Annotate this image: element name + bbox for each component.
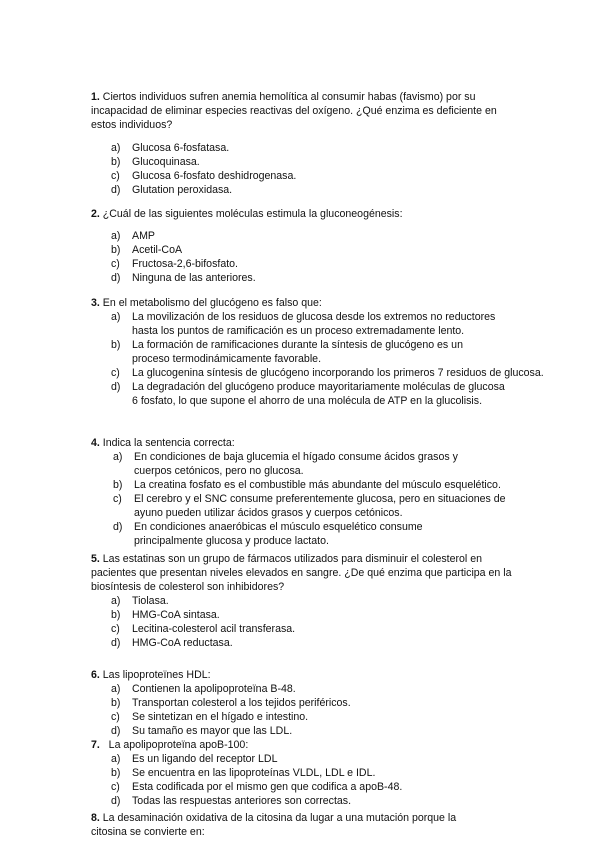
option-1b: b) Glucoquinasa. [111, 156, 200, 168]
option-4b: b) La creatina fosfato es el combustible más abundante del músculo esquelético. [113, 479, 501, 491]
option-5c: c) Lecitina-colesterol acil transferasa. [111, 623, 296, 635]
option-3a: a) La movilización de los residuos de glucosa desde los extremos no reductores hasta los puntos de ramificación es un proceso extremadamente lento. [111, 311, 496, 337]
option-7a: a) Es un ligando del receptor LDL [111, 753, 278, 765]
option-7b: b) Se encuentra en las lipoproteínas VLDL, LDL e IDL. [111, 767, 376, 779]
question-6 [91, 668, 521, 738]
option-3c: c) La glucogenina síntesis de glucógeno incorporando los primeros 7 residuos de glucosa. [111, 367, 544, 379]
question-3-text: 3. En el metabolismo del glucógeno es falso que: [91, 297, 322, 309]
question-4-text: 4. Indica la sentencia correcta: [91, 437, 235, 449]
option-4c: c) El cerebro y el SNC consume preferentemente glucosa, pero en situaciones de ayuno pueden utilizar ácidos grasos y cuerpos cetónicos. [113, 493, 506, 519]
question-4 [91, 436, 551, 548]
question-number: 7. [91, 739, 100, 751]
option-6c: c) Se sintetizan en el hígado e intestino. [111, 711, 309, 723]
option-1c: c) Glucosa 6-fosfato deshidrogenasa. [111, 170, 297, 182]
option-7d: d) Todas las respuestas anteriores son correctas. [111, 795, 352, 807]
question-number: 4. [91, 437, 100, 449]
question-3 [91, 296, 571, 408]
option-6a: a) Contienen la apolipoproteïna B-48. [111, 683, 296, 695]
question-6-text: 6. Las lipoproteïnes HDL: [91, 669, 211, 681]
question-1 [91, 90, 521, 197]
question-number: 3. [91, 297, 100, 309]
option-7c: c) Esta codificada por el mismo gen que codifica a apoB-48. [111, 781, 403, 793]
option-6b: b) Transportan colesterol a los tejidos periféricos. [111, 697, 351, 709]
option-2c: c) Fructosa-2,6-bifosfato. [111, 258, 238, 270]
option-6d: d) Su tamaño es mayor que las LDL. [111, 725, 293, 737]
option-4d: d) En condiciones anaeróbicas el músculo esquelético consume principalmente glucosa y produce lactato. [113, 521, 423, 547]
option-3d: d) La degradación del glucógeno produce mayoritariamente moléculas de glucosa 6 fosfato, lo que supone el ahorro de una molécula de ATP en la glucolisis. [111, 381, 505, 407]
question-8-text: 8. La desaminación oxidativa de la citosina da lugar a una mutación porque la citosina se convierte en: [91, 812, 457, 838]
option-5a: a) Tiolasa. [111, 595, 169, 607]
option-5d: d) HMG-CoA reductasa. [111, 637, 233, 649]
option-2d: d) Ninguna de las anteriores. [111, 272, 256, 284]
option-3b: b) La formación de ramificaciones durante la síntesis de glucógeno es un proceso termodinámicamente favorable. [111, 339, 463, 365]
question-2-text: 2. ¿Cuál de las siguientes moléculas estimula la gluconeogénesis: [91, 208, 403, 220]
question-7 [91, 738, 521, 808]
option-1d: d) Glutation peroxidasa. [111, 184, 233, 196]
option-5b: b) HMG-CoA sintasa. [111, 609, 220, 621]
question-1-text: 1. Ciertos individuos sufren anemia hemolítica al consumir habas (favismo) por su incapacidad de eliminar especies reactivas del oxígeno. ¿Qué enzima es deficiente en estos individuos? [91, 91, 497, 131]
option-2a: a) AMP [111, 230, 155, 242]
question-number: 2. [91, 208, 100, 220]
question-7-text: 7. La apolipoproteïna apoB-100: [91, 739, 249, 751]
question-number: 1. [91, 91, 100, 103]
option-2b: b) Acetil-CoA [111, 244, 183, 256]
question-2 [91, 207, 521, 285]
question-8 [91, 811, 491, 839]
question-number: 8. [91, 812, 100, 824]
question-number: 5. [91, 553, 100, 565]
option-4a: a) En condiciones de baja glucemia el hígado consume ácidos grasos y cuerpos cetónicos, pero no glucosa. [113, 451, 458, 477]
option-1a: a) Glucosa 6-fosfatasa. [111, 142, 230, 154]
question-5 [91, 552, 521, 650]
question-5-text: 5. Las estatinas son un grupo de fármacos utilizados para disminuir el colesterol en pacientes que presentan niveles elevados en sangre. ¿De qué enzima que participa en la biosíntesis de colesterol son inhibidores? [91, 553, 512, 593]
question-number: 6. [91, 669, 100, 681]
